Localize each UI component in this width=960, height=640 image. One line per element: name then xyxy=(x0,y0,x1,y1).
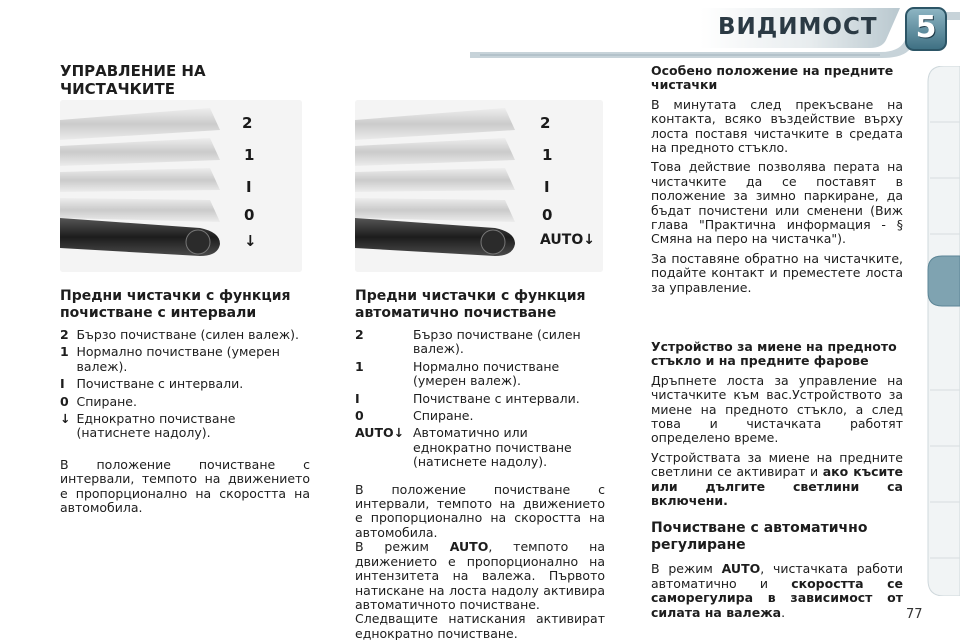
position-label: 2 xyxy=(242,114,253,132)
key-row xyxy=(355,426,605,472)
key-symbol: 2 xyxy=(60,327,69,342)
middle-column xyxy=(355,328,605,640)
key-description: Автоматично или еднократно почистване (натиснете надолу). xyxy=(413,425,572,470)
position-label: 1 xyxy=(542,146,553,164)
position-label: AUTO↓ xyxy=(540,232,595,248)
chapter-number: 5 xyxy=(915,10,937,45)
key-list xyxy=(355,328,605,473)
position-label: 1 xyxy=(244,146,255,164)
text-run: , темпото на движението е пропорционално на интензитета на валежа. Първото натискане на лоста надолу активира автоматичното почистване. xyxy=(355,539,605,612)
auto-paragraph-3: Следващите натискания активират еднократно почистване. xyxy=(355,611,605,640)
text-run: Устройствата за миене на предните светлини се активират и xyxy=(651,449,903,480)
position-label: ↓ xyxy=(244,232,257,250)
interval-paragraph: В положение почистване с интервали, темпото на движението е пропорционално на скоростта на автомобила. xyxy=(60,456,310,516)
key-symbol: ↓ xyxy=(60,411,71,427)
key-description: Спиране. xyxy=(413,408,474,424)
washer-paragraph-2 xyxy=(651,451,903,509)
emphasis-text: ако късите или дългите светлини са включени. xyxy=(651,464,903,509)
chapter-title: ВИДИМОСТ xyxy=(718,14,878,40)
key-row xyxy=(60,328,310,345)
position-label: 2 xyxy=(540,114,551,132)
key-description: Нормално почистване (умерен валеж). xyxy=(76,344,280,374)
key-row xyxy=(60,377,310,394)
auto-regulation-paragraph xyxy=(651,562,903,620)
heading-interval-wipers: Предни чистачки с функция почистване с интервали xyxy=(60,288,291,321)
chapter-tab-rail xyxy=(924,66,960,596)
auto-paragraph-2 xyxy=(355,540,605,612)
auto-mode-label: AUTO xyxy=(721,561,761,577)
special-paragraph-1: В минутата след прекъсване на контакта, всяко въздействие върху лоста поставя чистачките в средата на предното стъкло. xyxy=(651,96,903,156)
key-symbol: 0 xyxy=(60,393,69,409)
key-description: Почистване с интервали. xyxy=(76,376,244,392)
special-paragraph-2: Това действие позволява перата на чистачките да се поставят в положение за зимно паркиране, да бъдат почистени или сменени (Виж глава "Практична информация - § Смяна на перо на чистачка"). xyxy=(651,159,903,247)
heading-special-position: Особено положение на предните чистачки xyxy=(651,63,894,93)
washer-paragraph-1: Дръпнете лоста за управление на чистачките към вас.Устройството за миене на предното стъкло, а след това и чистачката работят определено време. xyxy=(651,372,903,446)
position-label: I xyxy=(246,178,252,196)
emphasis-text: скоростта се саморегулира в зависимост от силата на валежа xyxy=(651,575,904,620)
key-row xyxy=(355,409,605,426)
special-paragraph-3: За поставяне обратно на чистачките, подайте контакт и преместете лоста за управление. xyxy=(651,250,903,295)
key-symbol: 1 xyxy=(355,358,364,374)
key-row xyxy=(355,360,605,392)
heading-auto-wipers: Предни чистачки с функция автоматично почистване xyxy=(355,288,586,321)
key-list xyxy=(60,328,310,444)
key-row xyxy=(60,395,310,412)
section-title: УПРАВЛЕНИЕ НА ЧИСТАЧКИТЕ xyxy=(60,62,206,98)
key-symbol: I xyxy=(355,390,360,406)
position-label: 0 xyxy=(244,206,255,224)
text-run: В режим xyxy=(355,539,450,555)
key-symbol: 0 xyxy=(355,408,364,424)
text-run: В режим xyxy=(651,561,722,577)
auto-paragraph-1: В положение почистване с интервали, темпото на движението е пропорционално на скоростта на автомобила. xyxy=(355,481,605,540)
key-row xyxy=(60,412,310,444)
key-symbol: AUTO↓ xyxy=(355,425,405,441)
key-row xyxy=(60,345,310,377)
key-description: Бързо почистване (силен валеж). xyxy=(76,327,299,342)
position-label: 0 xyxy=(542,206,553,224)
text-run: , чистачката работи автоматично и xyxy=(651,561,904,591)
key-symbol: 1 xyxy=(60,344,69,360)
key-description: Еднократно почистване (натиснете надолу). xyxy=(76,411,236,441)
key-description: Почистване с интервали. xyxy=(413,390,580,406)
auto-mode-label: AUTO xyxy=(449,539,489,555)
right-column-top xyxy=(651,64,903,295)
key-symbol: I xyxy=(60,376,65,392)
key-description: Спиране. xyxy=(76,393,137,409)
page-number: 77 xyxy=(906,607,923,622)
wiper-stalk-photo-interval xyxy=(60,100,302,272)
left-column xyxy=(60,328,310,515)
tab-rail-shape xyxy=(924,66,960,596)
key-row xyxy=(355,392,605,409)
key-symbol: 2 xyxy=(355,327,364,342)
key-description: Бързо почистване (силен валеж). xyxy=(413,327,581,357)
heading-auto-regulation: Почистване с автоматично регулиране xyxy=(651,520,868,554)
chapter-badge xyxy=(904,6,948,52)
right-column-bottom xyxy=(651,340,903,620)
stalk-illustration xyxy=(60,100,302,272)
heading-washer: Устройство за миене на предното стъкло и на предните фарове xyxy=(651,339,897,369)
key-row xyxy=(355,328,605,360)
key-description: Нормално почистване (умерен валеж). xyxy=(413,358,560,389)
position-label: I xyxy=(544,178,550,196)
text-run: . xyxy=(781,604,786,620)
